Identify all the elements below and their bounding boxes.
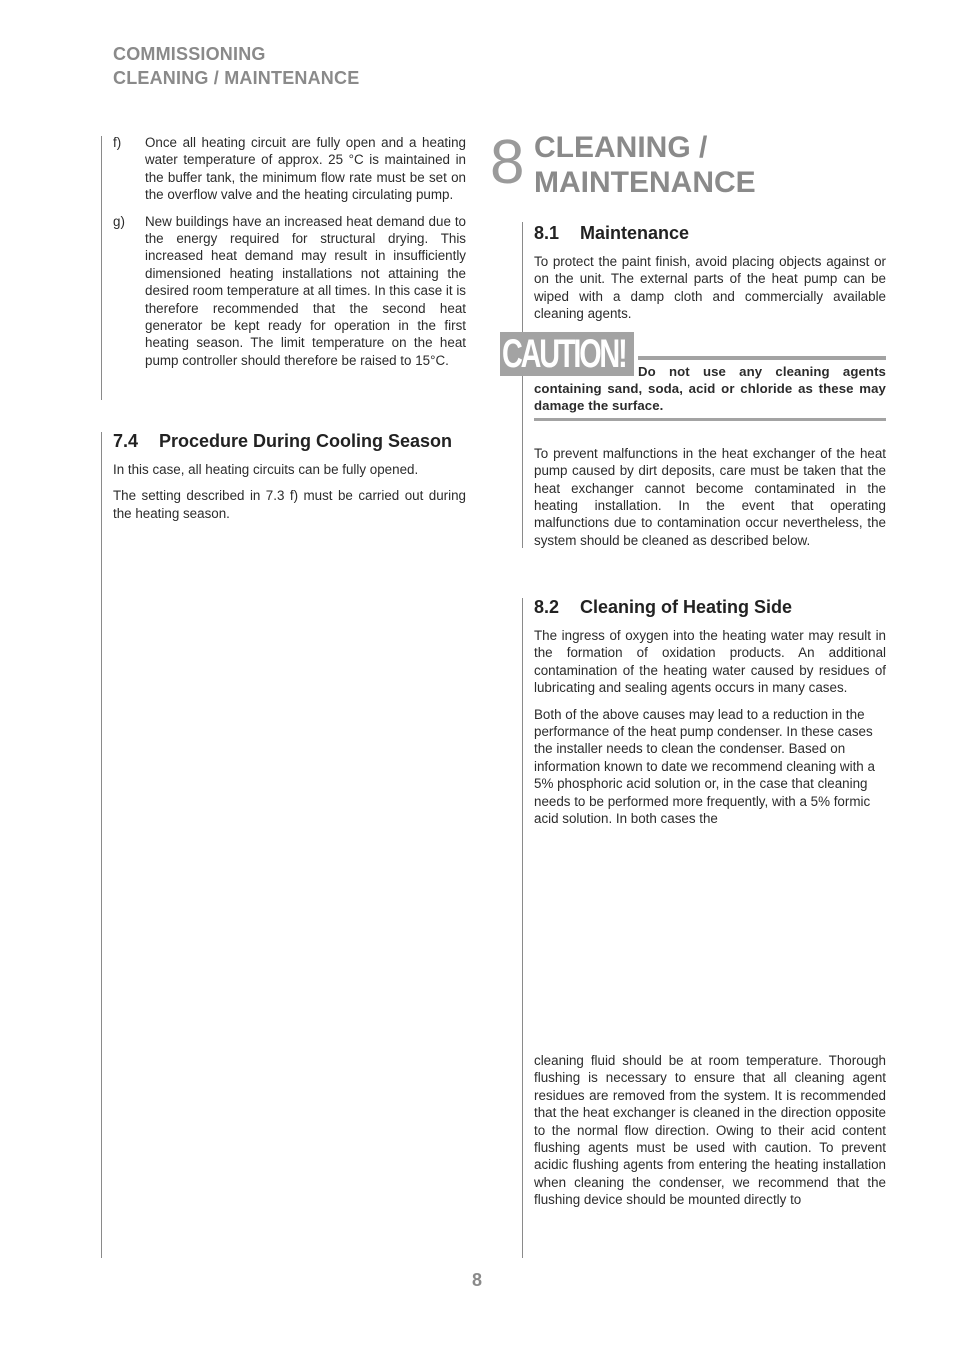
paragraph: In this case, all heating circuits can be fully opened. [113,462,419,477]
running-head-line-2: CLEANING / MAINTENANCE [113,68,360,88]
page-number: 8 [471,1270,482,1290]
right-rule-8-1 [522,222,523,548]
section-title: Procedure During Cooling Season [159,431,453,451]
chapter-title-line-2: MAINTENANCE [534,166,756,199]
section-heading-7-4 [113,430,466,452]
running-head-line-1: COMMISSIONING [113,44,266,64]
chapter-title [534,130,756,200]
right-rule-8-2 [522,598,523,1258]
left-rule-main [101,432,102,1258]
section-title: Maintenance [580,223,690,243]
paragraph: To prevent malfunctions in the heat exchanger of the heat pump caused by dirt deposits, care must be taken that the heat exchanger cannot become contaminated in the heating installation. In the event that operating malfunctions due to contamination occur nevertheless, the system should be cleaned as described below. [534,445,886,548]
section-number: 8.1 [534,223,560,243]
left-rule-top [101,136,102,400]
caution-box [502,331,886,421]
list-item-text: New buildings have an increased heat demand due to the energy required for structural drying. This increased heat demand may result in insufficiently dimensioned heating installations not attaining the desired room temperature at all times. In this case it is therefore recommended that the second heat generator be kept ready for operation in the first heating season. The limit temperature on the heat pump controller should therefore be raised to 15°C. [145,213,466,368]
section-number: 7.4 [113,431,139,451]
section-heading-8-1 [534,222,886,244]
list-item-f [113,134,466,204]
list-item-text: Once all heating circuit are fully open and a heating water temperature of approx. 25 °C is maintained in the buffer tank, the minimum flow rate must be set on the overflow valve and the heating circulating pump. [145,135,466,203]
caution-rule-bottom [534,418,886,421]
caution-label: CAUTION! [502,331,626,376]
section-number: 8.2 [534,597,560,617]
paragraph: To protect the paint finish, avoid placing objects against or on the unit. The external parts of the heat pump can be wiped with a damp cloth and commercially available cleaning agents. [534,254,886,322]
running-head [113,42,359,90]
paragraph: Both of the above causes may lead to a reduction in the performance of the heat pump condenser. In these cases the installer needs to clean the condenser. Based on information known to date we recommend cleaning with a 5% phosphoric acid solution or, in the case that cleaning needs to be performed more frequently, with a 5% formic acid solution. In both cases the [534,706,875,827]
chapter-title-line-1: CLEANING / [534,131,708,164]
section-title: Cleaning of Heating Side [580,597,793,617]
list-marker: f) [113,135,122,150]
paragraph: The setting described in 7.3 f) must be carried out during the heating season. [113,488,466,521]
section-heading-8-2 [534,596,886,618]
caution-badge [500,332,634,376]
list-item-g [113,213,466,370]
chapter-heading [490,130,910,204]
section-8-2-continuation [534,1052,886,1218]
paragraph: The ingress of oxygen into the heating water may result in the formation of oxidation products. An additional contamination of the heating water caused by residues of lubricating and sealing agents occurs in many cases. [534,628,886,696]
chapter-number: 8 [490,128,525,197]
section-7-4 [113,430,466,531]
section-8-1 [502,222,886,558]
section-8-2 [534,596,886,836]
left-column [113,134,466,378]
list-marker: g) [113,213,125,229]
paragraph: cleaning fluid should be at room temperature. Thorough flushing is necessary to ensure that all cleaning agent residues are removed from the system. It is recommended that the heat exchanger is cleaned in the direction opposite to the normal flow direction. Owing to their acid content flushing agents must be used with caution. To prevent acidic flushing agents from entering the heating installation when cleaning the condenser, we recommend that the flushing device should be mounted directly to [534,1053,886,1208]
caution-text: Do not use any cleaning agents containing sand, soda, acid or chloride as these may damage the surface. [534,363,886,414]
